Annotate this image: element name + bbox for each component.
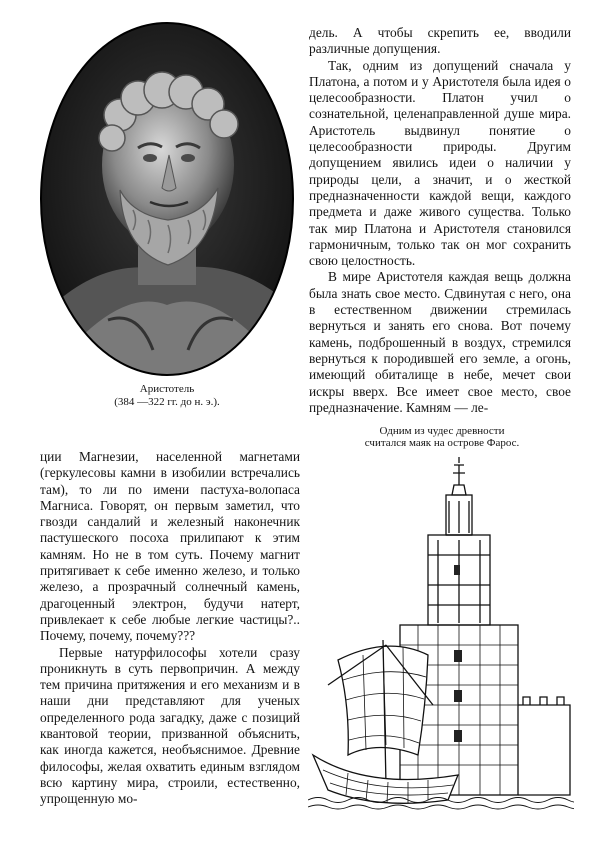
paragraph: Так, одним из допущений сначала у Платона, а потом и у Аристотеля была идея о целесообразности. Платон учил о сознательной, целенаправленной душе мира. Аристотель выдвинул понятие о целесообразности природы. Другим допущением явились идеи о наличии у природы цели, а значит, и о жесткой предназначенности каждой вещи, каждого предмета и даже живого существа. Только так мир Платона и Аристотеля становился гармоничным, только так он мог сохранить свою целостность. bbox=[309, 57, 571, 269]
paragraph: В мире Аристотеля каждая вещь должна была знать свое место. Сдвинутая с него, она в естественном движении стремилась вернуться и занять его снова. Вот почему камень, подброшенный в воздух, стремился вернуться к породившей его земле, а огонь, имеющий обиталище в небе, мечет свои искры вверх. Все имеет свое место, свое предназначение. Камням — ле- bbox=[309, 269, 571, 415]
paragraph: ции Магнезии, населенной магнетами (геркулесовы камни в изобилии встречались там), то ли по имени пастуха-волопаса Магниса. Говорят, он первым заметил, что гвозди сандалий и железный наконечник пастушеского посоха прилипают к этим камням. Но не в том суть. Почему магнит притягивает к себе именно железо, и только железо, а прозрачный солнечный камень, драгоценный электрон, будучи натерт, привлекает к себе любые легкие частицы?.. Почему, почему, почему??? bbox=[40, 449, 300, 644]
right-column-text bbox=[309, 25, 571, 416]
lighthouse-caption-line1: Одним из чудес древности bbox=[379, 425, 505, 437]
portrait-caption-dates: (384 —322 гг. до н. э.). bbox=[114, 396, 220, 408]
lighthouse-caption bbox=[314, 425, 570, 449]
portrait-caption bbox=[40, 383, 294, 409]
left-column-text bbox=[40, 449, 300, 808]
portrait-caption-name: Аристотель bbox=[139, 383, 195, 395]
pharos-lighthouse-illustration bbox=[308, 455, 574, 811]
lighthouse-caption-line2: считался маяк на острове Фарос. bbox=[364, 437, 520, 449]
paragraph: Первые натурфилософы хотели сразу проникнуть в суть первопричин. А между тем причина притяжения и его механизм и в наши дни представляют для ученых определенного рода загадку, даже с позиций квантовой теории, призванной объяснить, как иногда кажется, необъяснимое. Древние философы, желая охватить единым взглядом всю картину мира, строили, естественно, упрощенную мо- bbox=[40, 644, 300, 807]
paragraph: дель. А чтобы скрепить ее, вводили различные допущения. bbox=[309, 25, 571, 57]
aristotle-portrait bbox=[38, 20, 296, 378]
